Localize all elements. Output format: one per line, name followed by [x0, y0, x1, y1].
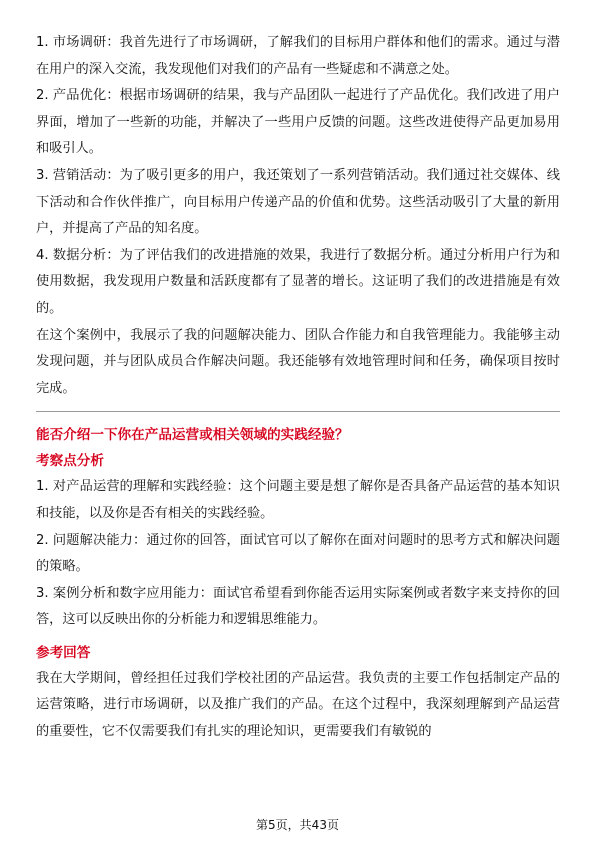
reference-answer-title: 参考回答 — [36, 644, 91, 661]
case-item-marketing: 3. 营销活动：为了吸引更多的用户，我还策划了一系列营销活动。我们通过社交媒体、线下活动和合作伙伴推广，向目标用户传递产品的价值和优势。这些活动吸引了大量的新用户，并提高了产品的知名度。 — [36, 167, 560, 237]
case-item-market-research: 1. 市场调研：我首先进行了市场调研，了解我们的目标用户群体和他们的需求。通过与潜在用户的深入交流，我发现他们对我们的产品有一些疑虑和不满意之处。 — [36, 35, 560, 77]
case-summary: 在这个案例中，我展示了我的问题解决能力、团队合作能力和自我管理能力。我能够主动发现问题，并与团队成员合作解决问题。我还能够有效地管理时间和任务，确保项目按时完成。 — [36, 327, 560, 396]
reference-answer-text: 我在大学期间，曾经担任过我们学校社团的产品运营。我负责的主要工作包括制定产品的运营策略，进行市场调研，以及推广我们的产品。在这个过程中，我深刻理解到产品运营的重要性，它不仅需要我们有扎实的理论知识，更需要我们有敏锐的 — [36, 670, 560, 740]
question-heading: 能否介绍一下你在产品运营或相关领域的实践经验？ — [36, 427, 349, 444]
analysis-title: 考察点分析 — [36, 453, 104, 470]
analysis-item: 1. 对产品运营的理解和实践经验：这个问题主要是想了解你是否具备产品运营的基本知识和技能，以及你是否有相关的实践经验。 — [36, 479, 560, 521]
case-item-product-optimization: 2. 产品优化：根据市场调研的结果，我与产品团队一起进行了产品优化。我们改进了用户界面，增加了一些新的功能，并解决了一些用户反馈的问题。这些改进使得产品更加易用和吸引人。 — [36, 88, 560, 157]
analysis-item: 2. 问题解决能力：通过你的回答，面试官可以了解你在面对问题时的思考方式和解决问题的策略。 — [36, 532, 560, 575]
document-page — [36, 30, 560, 746]
page-number: 第5页，共43页 — [256, 818, 339, 832]
analysis-item: 3. 案例分析和数字应用能力：面试官希望看到你能否运用实际案例或者数字来支持你的回答，这可以反映出你的分析能力和逻辑思维能力。 — [36, 585, 560, 628]
case-item-data-analysis: 4. 数据分析：为了评估我们的改进措施的效果，我进行了数据分析。通过分析用户行为和使用数据，我发现用户数量和活跃度都有了显著的增长。这证明了我们的改进措施是有效的。 — [36, 247, 560, 316]
section-divider — [36, 411, 560, 412]
